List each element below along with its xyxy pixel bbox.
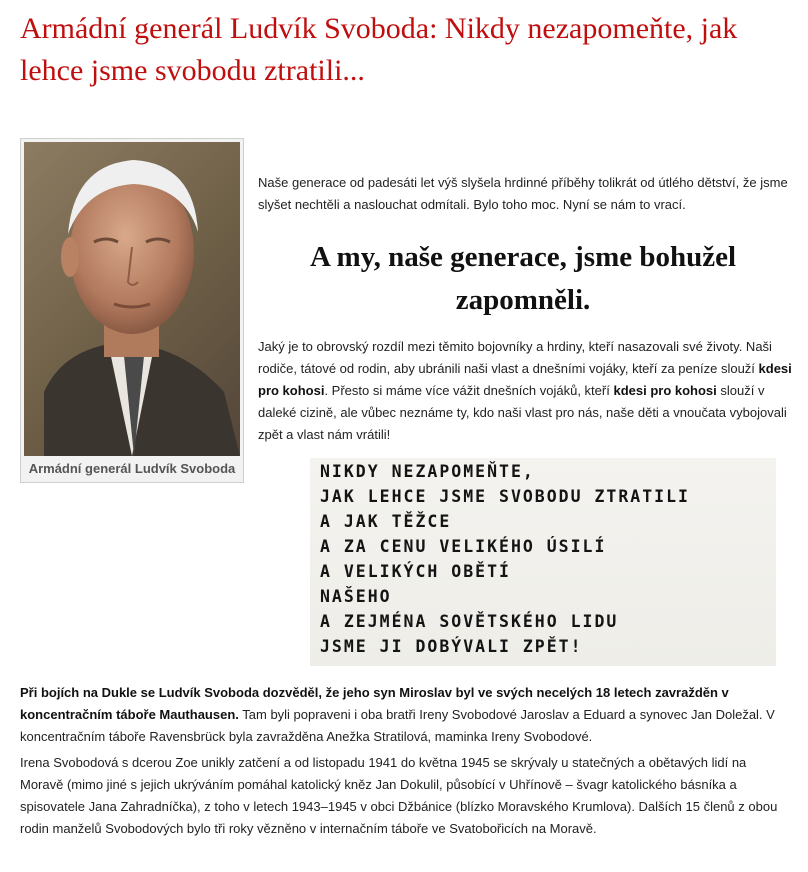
portrait-caption: Armádní generál Ludvík Svoboda xyxy=(28,461,236,476)
portrait-photo xyxy=(24,142,240,456)
article-title: Armádní generál Ludvík Svoboda: Nikdy nezapomeňte, jak lehce jsme svobodu ztratili... xyxy=(20,12,738,87)
quote-image xyxy=(310,458,776,666)
emphasis-text: kdesi pro kohosi xyxy=(613,383,717,398)
quote-line: JSME JI DOBÝVALI ZPĚT! xyxy=(320,637,583,656)
quote-line: NIKDY NEZAPOMEŇTE, xyxy=(320,462,535,481)
quote-line: NAŠEHO xyxy=(320,587,392,606)
comparison-paragraph xyxy=(258,336,798,446)
quote-line: A ZEJMÉNA SOVĚTSKÉHO LIDU xyxy=(320,612,619,631)
quote-line: A ZA CENU VELIKÉHO ÚSILÍ xyxy=(320,537,607,556)
intro-paragraph: Naše generace od padesáti let výš slyšela hrdinné příběhy tolikrát od útlého dětství, že jsme slyšet nechtěli a naslouchat odmítali. Bylo toho moc. Nyní se nám to vrací. xyxy=(258,175,788,212)
paragraph-text: slouží v daleké cizině, ale vůbec neznáme ty, kdo naši vlast pro nás, naše děti a vnoučata vybojovali zpět a vlast nám vrátili! xyxy=(258,383,787,442)
paragraph-text: . Přesto si máme více vážit dnešních vojáků, kteří xyxy=(324,383,614,398)
quote-line: A JAK TĚŽCE xyxy=(320,512,452,531)
dukla-paragraph xyxy=(20,682,790,748)
emphasis-text: Při bojích na Dukle se Ludvík Svoboda dozvěděl, že jeho syn Miroslav byl ve svých necelých 18 letech zavražděn v koncentračním táboře Mauthausen. xyxy=(20,685,729,722)
emphasis-text: kdesi pro kohosi xyxy=(258,361,792,398)
hiding-paragraph: Irena Svobodová s dcerou Zoe unikly zatčení a od listopadu 1941 do května 1945 se skrývaly u statečných a obětavých lidí na Moravě (mimo jiné s jejich ukrýváním pomáhal katolický kněz Jan Dokulil, působící v Uhřínově – švagr katolického básníka a spisovatele Jana Zahradníčka), z toho v letech 1943–1945 v obci Džbánice (blízko Moravského Krumlova). Dalších 15 členů z obou rodin manželů Svobodových bylo tři roky vězněno v internačním táboře ve Svatobořicích na Moravě. xyxy=(20,755,778,836)
paragraph-text: Tam byli popraveni i oba bratři Ireny Svobodové Jaroslav a Eduard a synovec Jan Doležal. V koncentračním táboře Ravensbrück byla zavražděna Anežka Stratilová, maminka Ireny Svobodové. xyxy=(20,707,775,744)
pullquote: A my, naše generace, jsme bohužel zapomněli. xyxy=(309,241,737,316)
quote-line: JAK LEHCE JSME SVOBODU ZTRATILI xyxy=(320,487,690,506)
quote-line: A VELIKÝCH OBĚTÍ xyxy=(320,562,511,581)
paragraph-text: Jaký je to obrovský rozdíl mezi těmito bojovníky a hrdiny, kteří nasazovali své životy. Naši rodiče, tátové od rodin, aby ubránili naši vlast a dnešními vojáky, kteří za peníze slouží xyxy=(258,339,772,376)
portrait-figure xyxy=(20,138,244,483)
